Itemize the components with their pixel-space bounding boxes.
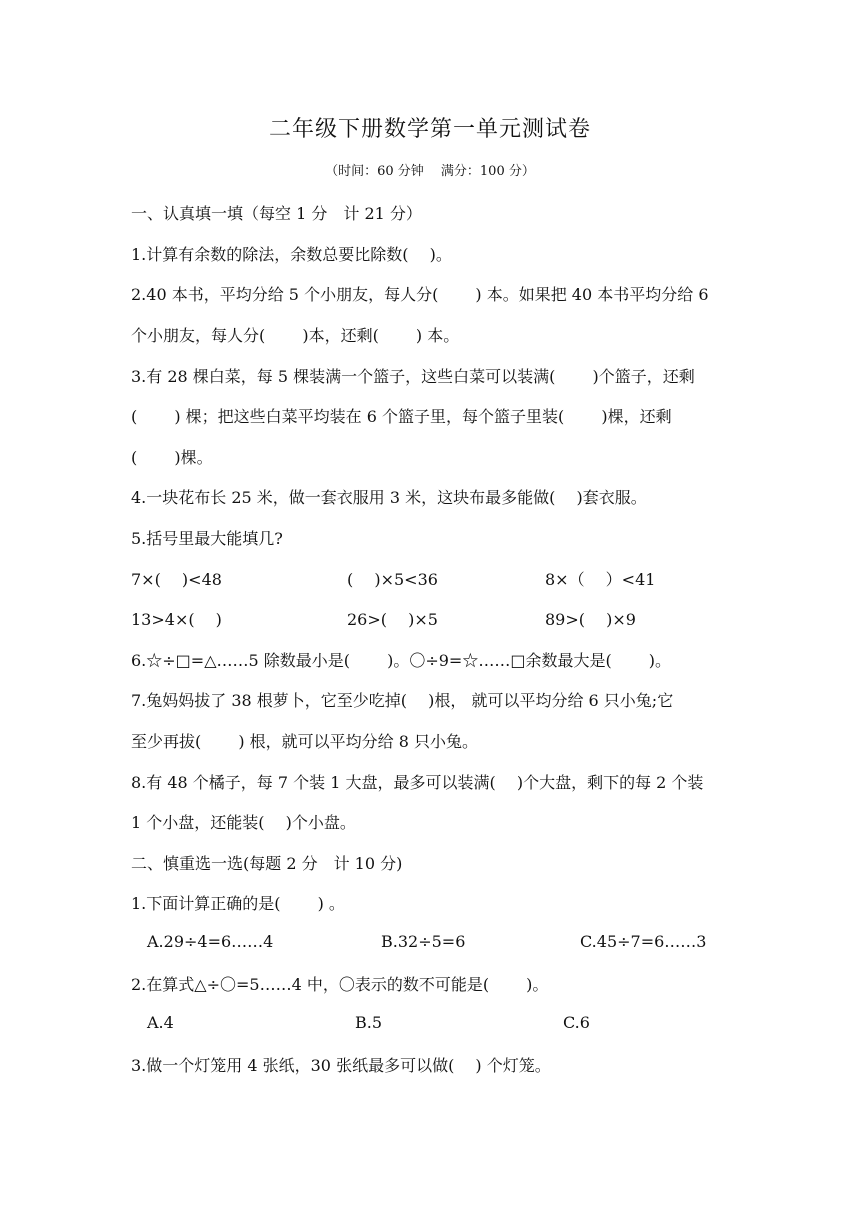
question-1-2-line2: 个小朋友，每人分( )本，还剩( ) 本。 [131, 326, 460, 345]
q5-item: 8×（ ）<41 [545, 570, 656, 589]
choice-option: B.32÷5=6 [381, 932, 466, 951]
choice-option: C.45÷7=6……3 [580, 932, 707, 951]
question-1-7-line2: 至少再拔( ) 根，就可以平均分给 8 只小兔。 [131, 732, 479, 751]
q5-item: 13>4×( ) [131, 610, 222, 629]
choice-option: A.29÷4=6……4 [147, 932, 274, 951]
question-2-1: 1.下面计算正确的是( ) 。 [131, 894, 345, 913]
question-2-3: 3.做一个灯笼用 4 张纸，30 张纸最多可以做( ) 个灯笼。 [131, 1056, 551, 1075]
choice-option: A.4 [147, 1013, 174, 1032]
question-1-3-line2: ( ) 棵；把这些白菜平均装在 6 个篮子里，每个篮子里装( )棵，还剩 [131, 407, 672, 426]
q5-item: 89>( )×9 [545, 610, 636, 629]
section-1-heading: 一、认真填一填（每空 1 分 计 21 分） [131, 204, 422, 223]
question-1-3-line1: 3.有 28 棵白菜，每 5 棵装满一个篮子，这些白菜可以装满( )个篮子，还剩 [131, 367, 695, 386]
question-2-2: 2.在算式△÷〇=5……4 中，〇表示的数不可能是( )。 [131, 975, 549, 994]
question-1-5: 5.括号里最大能填几? [131, 529, 283, 548]
question-1-6: 6.☆÷□=△……5 除数最小是( )。〇÷9=☆……□余数最大是( )。 [131, 651, 672, 670]
question-1-8-line2: 1 个小盘，还能装( )个小盘。 [131, 813, 356, 832]
choice-option: B.5 [355, 1013, 383, 1032]
page-title: 二年级下册数学第一单元测试卷 [268, 117, 591, 142]
exam-info: （时间：60 分钟 满分：100 分） [325, 164, 535, 179]
question-1-4: 4.一块花布长 25 米，做一套衣服用 3 米，这块布最多能做( )套衣服。 [131, 488, 647, 507]
question-1-7-line1: 7.兔妈妈拔了 38 根萝卜，它至少吃掉( )根， 就可以平均分给 6 只小兔;它 [131, 691, 674, 710]
choice-option: C.6 [563, 1013, 590, 1032]
question-1-1: 1.计算有余数的除法，余数总要比除数( )。 [131, 245, 452, 264]
q5-item: ( )×5<36 [347, 570, 438, 589]
q5-item: 26>( )×5 [347, 610, 438, 629]
question-1-3-line3: ( )棵。 [131, 448, 213, 467]
q5-item: 7×( )<48 [131, 570, 222, 589]
section-2-heading: 二、慎重选一选(每题 2 分 计 10 分) [131, 854, 403, 873]
question-1-2-line1: 2.40 本书，平均分给 5 个小朋友，每人分( ) 本。如果把 40 本书平均分给 6 [131, 285, 709, 304]
question-1-8-line1: 8.有 48 个橘子，每 7 个装 1 大盘，最多可以装满( )个大盘，剩下的每 2 个装 [131, 773, 704, 792]
